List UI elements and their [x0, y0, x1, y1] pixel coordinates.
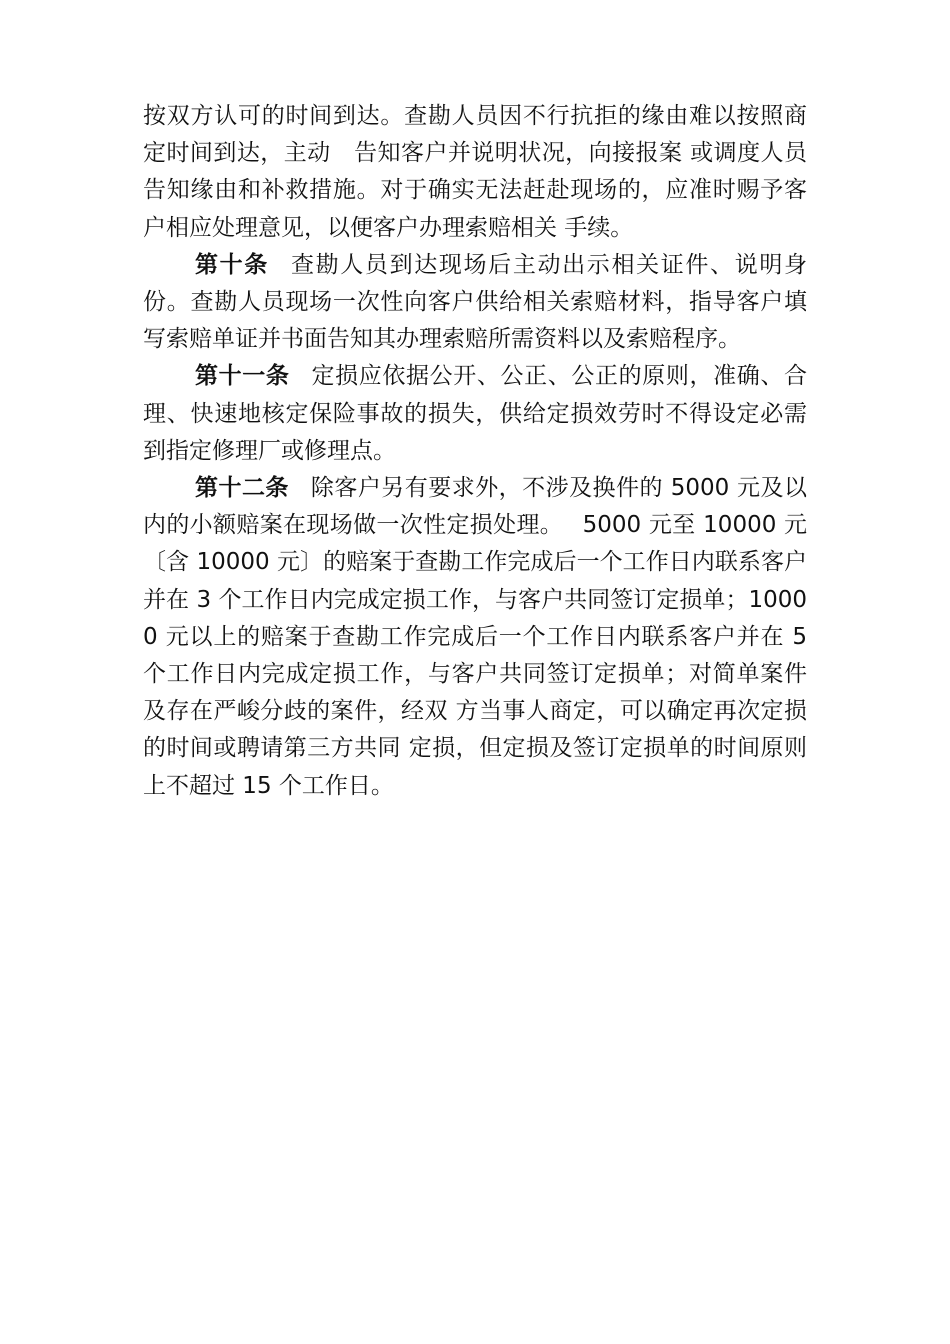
paragraph-continuation: [143, 98, 807, 247]
paragraph-article-12: [143, 470, 807, 805]
document-page: [143, 98, 807, 805]
article-heading: 第十一条: [195, 363, 290, 390]
paragraph-text: 按双方认可的时间到达。查勘人员因不行抗拒的缘由难以按照商定时间到达，主动 告知客户并说明状况，向接报案 或调度人员告知缘由和补救措施。对于确实无法赶赴现场的，应准时赐予客户相应处理意见，以便客户办理索赔相关 手续。: [143, 103, 807, 241]
paragraph-article-10: [143, 247, 807, 359]
article-heading: 第十条: [195, 251, 269, 278]
paragraph-text: 查勘人员到达现场后主动出示相关证件、说明身份。查勘人员现场一次性向客户供给相关索赔材料，指导客户填写索赔单证并书面告知其办理索赔所需资料以及索赔程序。: [143, 251, 808, 353]
article-heading: 第十二条: [195, 475, 289, 502]
paragraph-article-11: [143, 358, 807, 470]
paragraph-text: 定损应依据公开、公正、公正的原则，准确、合理、快速地核定保险事故的损失，供给定损效劳时不得设定必需到指定修理厂或修理点。: [143, 363, 807, 464]
paragraph-text: 除客户另有要求外，不涉及换件的 5000 元及以内的小额赔案在现场做一次性定损处理。 5000 元至 10000 元〔含 10000 元〕的赔案于查勘工作完成后一个工作日内联系客户并在 3 个工作日内完成定损工作，与客户共同签订定损单；10000 元以上的赔案于查勘工作完成后一个工作日内联系客户并在 5 个工作日内完成定损工作，与客户共同签订定损单；对简单案件及存在严峻分歧的案件，经双 方当事人商定，可以确定再次定损的时间或聘请第三方共同 定损，但定损及签订定损单的时间原则上不超过 15 个工作日。: [143, 475, 808, 799]
